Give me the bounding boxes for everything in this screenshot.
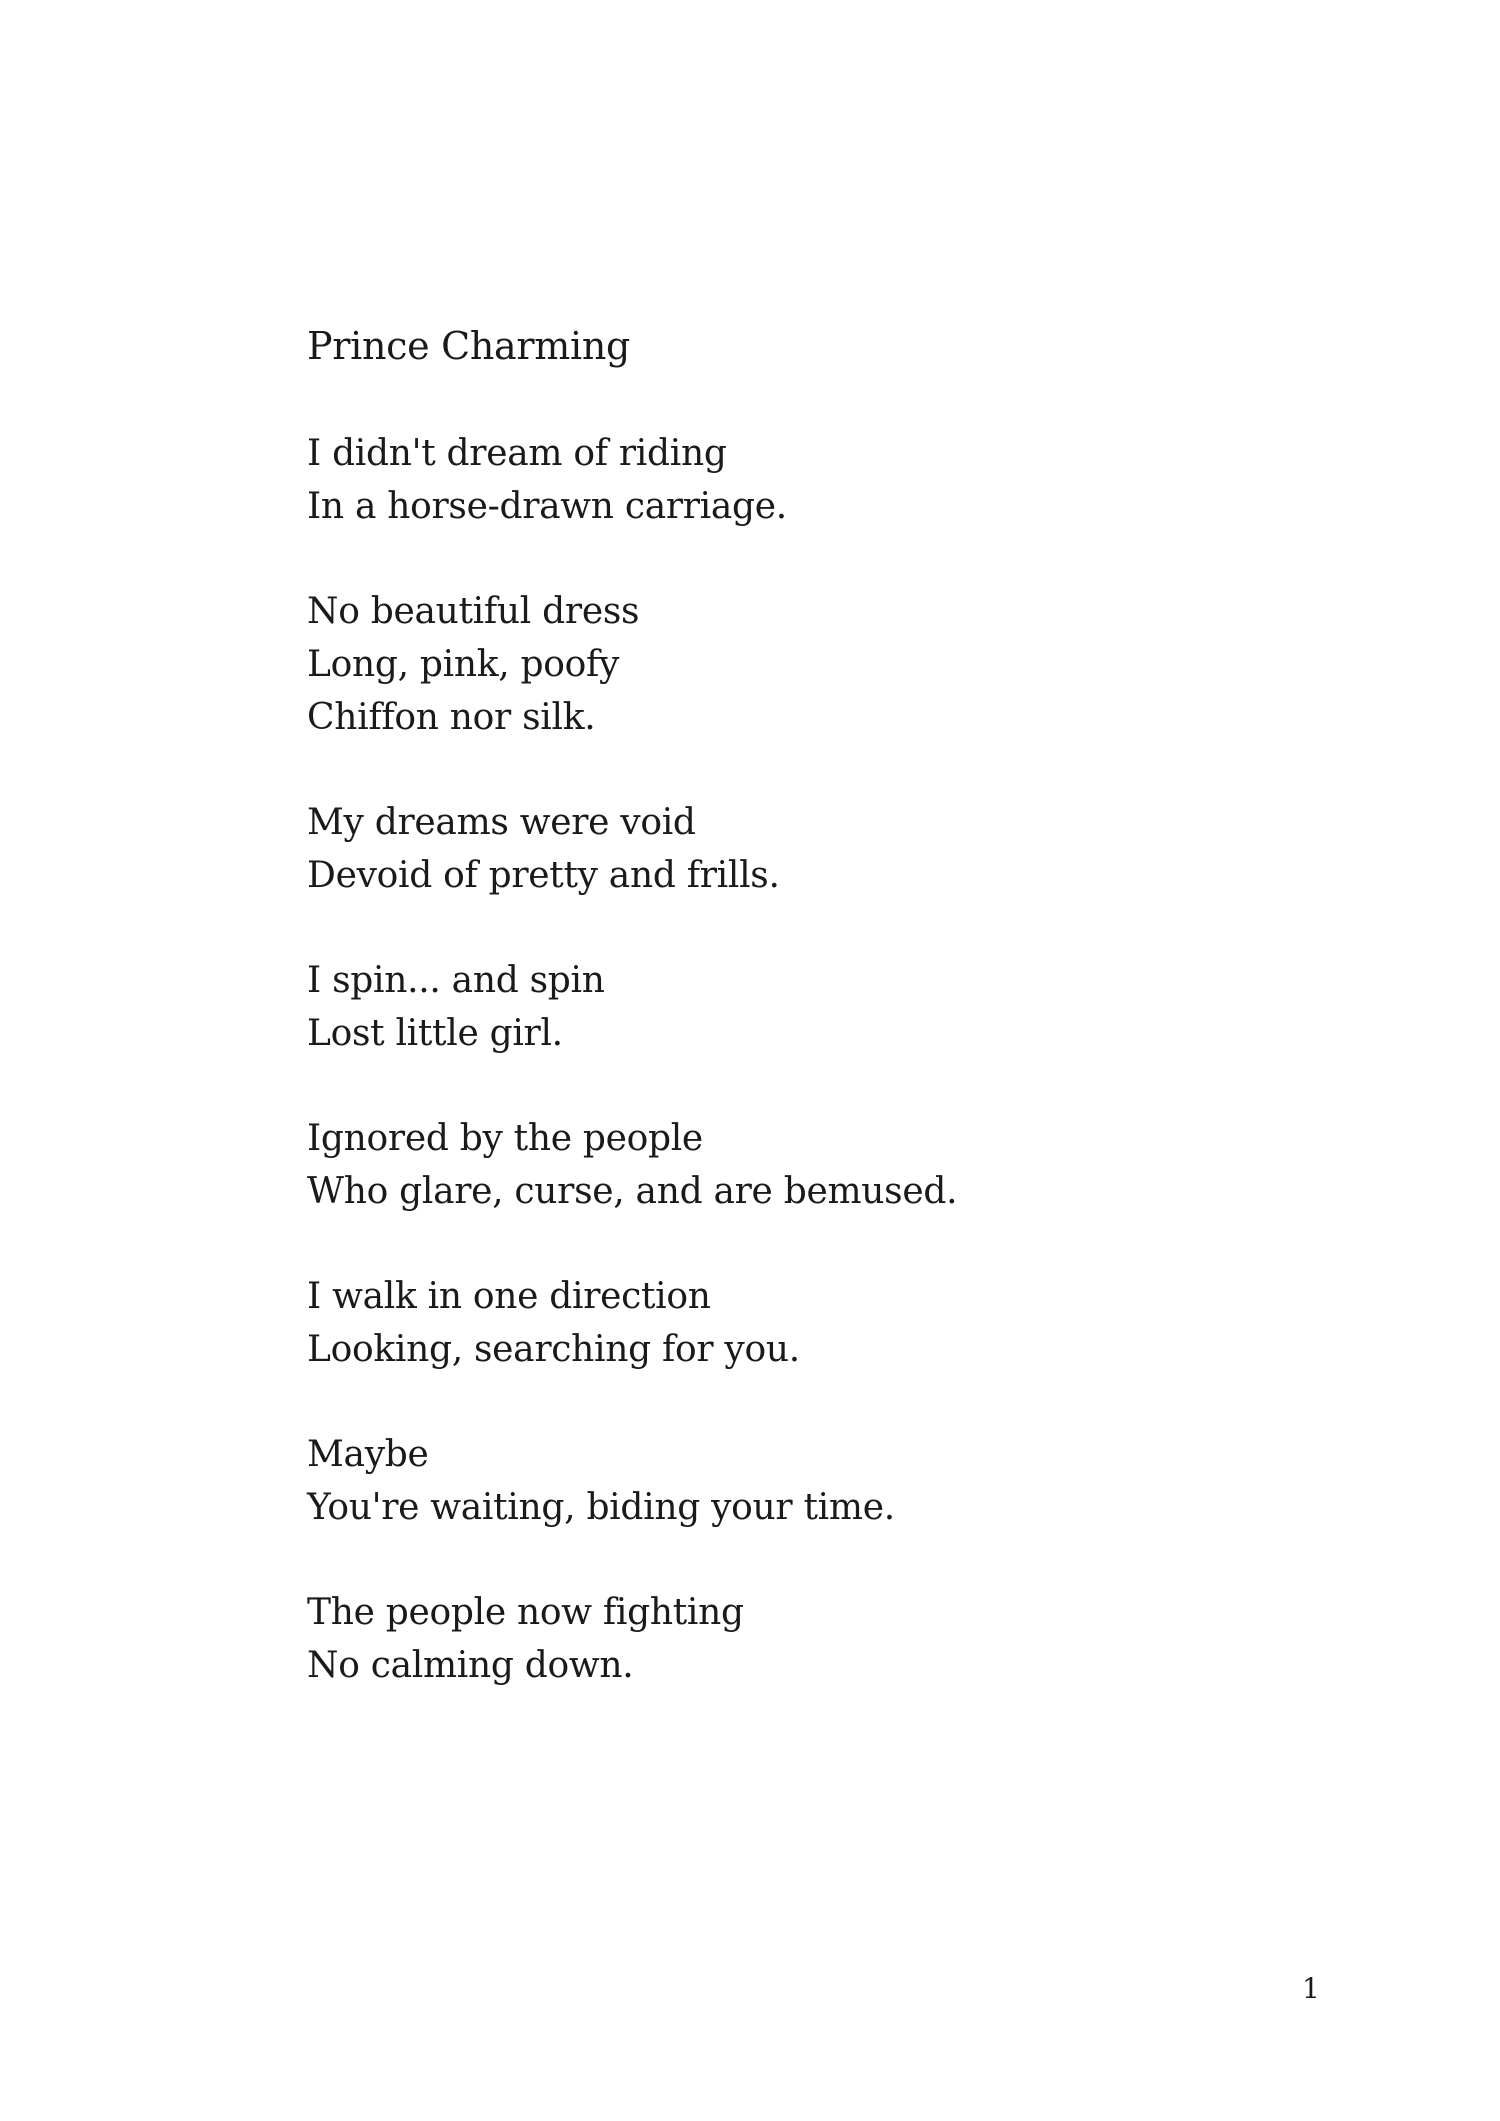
poem-title: Prince Charming	[307, 324, 631, 368]
poem-line: I spin... and spin	[307, 960, 605, 1001]
poem-line: I walk in one direction	[307, 1276, 711, 1317]
poem-body	[307, 427, 1307, 1744]
poem-line: No beautiful dress	[307, 591, 640, 632]
poem-line: Who glare, curse, and are bemused.	[307, 1171, 958, 1212]
stanza	[307, 796, 1307, 902]
poem-line: The people now fighting	[307, 1592, 744, 1633]
stanza	[307, 1428, 1307, 1534]
poem-line: In a horse-drawn carriage.	[307, 486, 787, 527]
stanza	[307, 954, 1307, 1060]
page-number: 1	[1302, 1972, 1320, 2005]
poem-line: Long, pink, poofy	[307, 644, 620, 685]
poem-line: Ignored by the people	[307, 1118, 703, 1159]
stanza	[307, 585, 1307, 744]
poem-line: Chiffon nor silk.	[307, 697, 596, 738]
stanza	[307, 427, 1307, 533]
stanza	[307, 1586, 1307, 1692]
poem-line: Devoid of pretty and frills.	[307, 855, 780, 896]
stanza	[307, 1112, 1307, 1218]
poem-line: I didn't dream of riding	[307, 433, 727, 474]
stanza	[307, 1270, 1307, 1376]
poem-line: Maybe	[307, 1434, 429, 1475]
poem-line: You're waiting, biding your time.	[307, 1487, 895, 1528]
poem-line: Lost little girl.	[307, 1013, 563, 1054]
poem-line: No calming down.	[307, 1645, 634, 1686]
poem-line: Looking, searching for you.	[307, 1329, 800, 1370]
poem-line: My dreams were void	[307, 802, 696, 843]
